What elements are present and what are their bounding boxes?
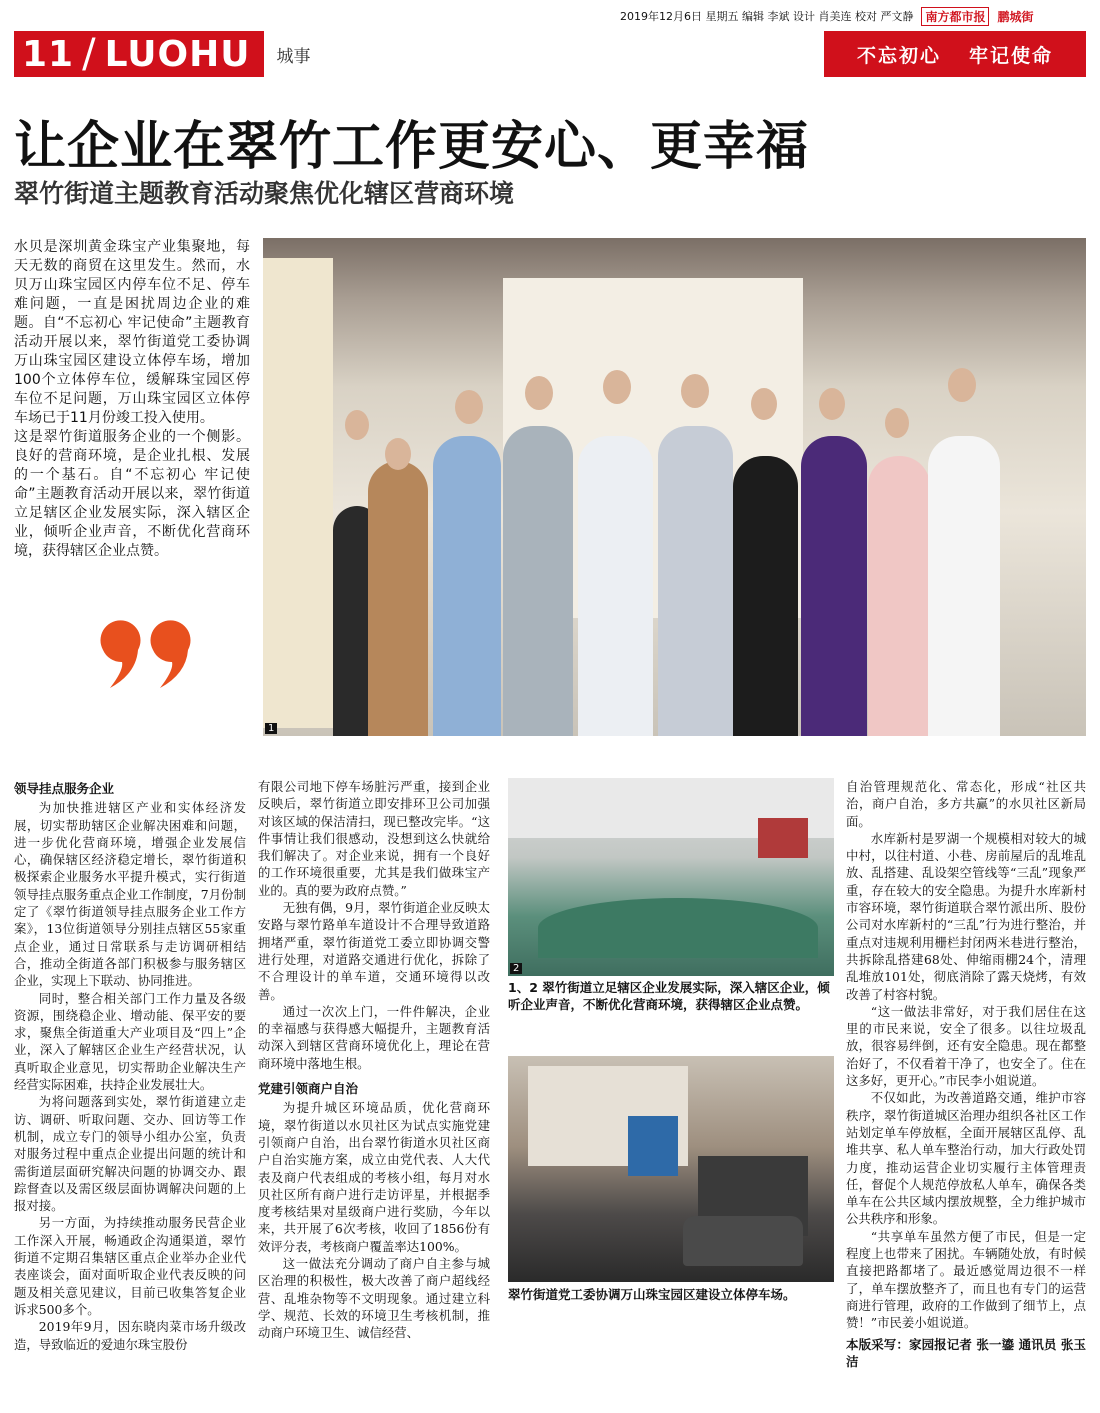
photo-caption: 翠竹街道党工委协调万山珠宝园区建设立体停车场。 — [508, 1287, 796, 1302]
body-paragraph: 同时，整合相关部门工作力量及各级资源，围绕稳企业、增动能、保平安的要求，聚焦全街道重大产业项目及“四上”企业，深入了解辖区企业生产经营状况，认真听取企业意见，切实帮助企业解决生产经营实际困难，扶持企业发展壮大。 — [14, 990, 246, 1093]
lede-text — [14, 238, 250, 561]
exhibit-panel — [263, 258, 333, 728]
photo-caption: 1、2 翠竹街道立足辖区企业发展实际，深入辖区企业，倾听企业声音，不断优化营商环境，获得辖区企业点赞。 — [508, 980, 830, 1012]
photo-number: 2 — [510, 963, 522, 974]
group-photo — [263, 238, 1086, 736]
body-paragraph: 自治管理规范化、常态化，形成“社区共治，商户自治，多方共赢”的水贝社区新局面。 — [846, 779, 1086, 829]
body-paragraph: 不仅如此，为改善道路交通，维护市容秩序，翠竹街道城区治理办组织各社区工作站划定单车停放框，全面开展辖区乱停、乱堆共享、私人单车整治行动，加大行政处罚力度，推动运营企业切实履行主体管理责任，督促个人规范停放私人单车，确保各类单车在公共区域内摆放规整，全力维护城市公共秩序和形象。 — [846, 1090, 1086, 1227]
page-number-block: 11 / LUOHU — [14, 31, 264, 77]
lede-paragraph: 这是翠竹街道服务企业的一个侧影。良好的营商环境，是企业扎根、发展的一个基石。自“不忘初心 牢记使命”主题教育活动开展以来，翠竹街道立足辖区企业发展实际，深入辖区企业，倾听企业声音，不断优化营商环境，获得辖区企业点赞。 — [14, 429, 250, 559]
headline: 让企业在翠竹工作更安心、更幸福 — [14, 117, 810, 177]
body-paragraph: 水库新村是罗湖一个规模相对较大的城中村，以往村道、小巷、房前屋后的乱堆乱放、乱搭建、乱设架空管线等“三乱”现象严重，存在较大的安全隐患。为提升水库新村市容环境，翠竹街道联合翠竹派出所、股份公司对水库新村的“三乱”行为进行整治，并重点对违规利用栅栏封闭两米巷进行整治，共拆除乱搭建68处、伸缩雨棚24个，清理乱堆放101处，彻底消除了露天烧烤，有效改善了村容村貌。 — [846, 830, 1086, 1002]
lede-paragraph: 水贝是深圳黄金珠宝产业集聚地，每天无数的商贸在这里发生。然而，水贝万山珠宝园区内停车位不足、停车难问题，一直是困扰周边企业的难题。自“不忘初心 牢记使命”主题教育活动开展以来，翠竹街道党工委协调万山珠宝园区建设立体停车场，增加100个立体停车位，缓解珠宝园区停车位不足问题，万山珠宝园区立体停车场已于11月份竣工投入使用。 — [14, 239, 250, 426]
body-paragraph: 这一做法充分调动了商户自主参与城区治理的积极性，极大改善了商户超线经营、乱堆杂物等不文明现象。通过建立科学、规范、长效的环境卫生考核机制，推动商户环境卫生、诚信经营、 — [258, 1256, 490, 1341]
date-line — [620, 8, 1086, 24]
body-paragraph: 为加快推进辖区产业和实体经济发展，切实帮助辖区企业解决困难和问题，进一步优化营商环境，增强企业发展信心，确保辖区经济稳定增长，翠竹街道积极探索企业服务水平提升模式，实行街道领导挂点服务重点企业工作制度，7月份制定了《翠竹街道领导挂点服务企业工作方案》，13位街道领导分别挂点辖区55家重点企业，通过日常联系与走访调研相结合，推动全街道各部门积极参与服务辖区企业，实现上下联动、协同推进。 — [14, 800, 246, 989]
section-heading: 领导挂点服务企业 — [14, 781, 115, 796]
body-paragraph: 通过一次次上门，一件件解决，企业的幸福感与获得感大幅提升，主题教育活动深入到辖区营商环境优化上，理论在营商环境中落地生根。 — [258, 1003, 490, 1071]
body-paragraph: “这一做法非常好，对于我们居住在这里的市民来说，安全了很多。以往垃圾乱放，很容易绊倒，还有安全隐患。现在都整治好了，不仅看着干净了，也安全了。住在这多好，更开心。”市民李小姐说道。 — [846, 1003, 1086, 1089]
slogan-left: 不忘初心 — [856, 44, 941, 67]
parking-garage-photo — [508, 1056, 834, 1282]
body-paragraph: 2019年9月，因东晓肉菜市场升级改造，导致临近的爱迪尔珠宝股份 — [14, 1319, 246, 1352]
page-number: 11 — [22, 33, 75, 75]
column-1 — [14, 778, 246, 1353]
body-paragraph: “共享单车虽然方便了市民，但是一定程度上也带来了困扰。车辆随处放，有时候直接把路都堵了。最近感觉周边很不一样了，单车摆放整齐了，而且也有专门的运营商进行管理，政府的工作做到了细节上，点赞！”市民姜小姐说道。 — [846, 1228, 1086, 1331]
district-name: LUOHU — [104, 33, 251, 75]
subheadline: 翠竹街道主题教育活动聚焦优化辖区营商环境 — [14, 179, 515, 208]
byline: 本版采写：家园报记者 张一鎏 通讯员 张玉洁 — [846, 1336, 1086, 1369]
column-2 — [258, 778, 490, 1342]
supplement-logo: 鹏城街 — [997, 9, 1034, 24]
body-paragraph: 无独有偶，9月，翠竹街道企业反映太安路与翠竹路单车道设计不合理导致道路拥堵严重，翠竹街道党工委立即协调交警进行处理，对道路交通进行优化，拆除了不合理设计的单车道，交通环境得以改善。 — [258, 900, 490, 1002]
section-label: 城事 — [276, 46, 311, 67]
slogan-block — [824, 31, 1086, 77]
paper-logo: 南方都市报 — [921, 7, 989, 26]
quote-mark-icon — [98, 612, 198, 692]
edition-info: 2019年12月6日 星期五 编辑 李斌 设计 肖美连 校对 严文静 — [620, 10, 914, 23]
body-paragraph: 有限公司地下停车场脏污严重，接到企业反映后，翠竹街道立即安排环卫公司加强对该区域的保洁清扫，现已整改完毕。“这件事情让我们很感动，没想到这么快就给我们解决了。对企业来说，拥有一个良好的工作环境很重要，尤其是我们做珠宝产业的。真的要为政府点赞。” — [258, 779, 490, 898]
photo-number: 1 — [265, 723, 277, 734]
body-paragraph: 为提升城区环境品质，优化营商环境，翠竹街道以水贝社区为试点实施党建引领商户自治，出台翠竹街道水贝社区商户自治实施方案，成立由党代表、人大代表及商户代表组成的考核小组，每月对水贝社区所有商户进行走访评星，并根据季度考核结果对星级商户进行奖励，今年以来，共开展了6次考核，收回了1856份有效评分表，考核商户覆盖率达100%。 — [258, 1100, 490, 1254]
body-paragraph: 为将问题落到实处，翠竹街道建立走访、调研、听取问题、交办、回访等工作机制，成立专门的领导小组办公室，负责对服务过程中重点企业提出问题的统计和需街道层面研究解决问题的协调交办、跟踪督查以及需区级层面协调解决问题的上报对接。 — [14, 1094, 246, 1214]
section-heading: 党建引领商户自治 — [258, 1081, 359, 1097]
body-paragraph: 另一方面，为持续推动服务民营企业工作深入开展，畅通政企沟通渠道，翠竹街道不定期召集辖区重点企业举办企业代表座谈会，面对面听取企业代表反映的问题及相关意见建议，目前已收集答复企业诉求500多个。 — [14, 1215, 246, 1317]
slogan-right: 牢记使命 — [969, 44, 1054, 67]
meeting-photo — [508, 778, 834, 976]
section-banner — [14, 31, 1086, 77]
column-4 — [846, 778, 1086, 1370]
